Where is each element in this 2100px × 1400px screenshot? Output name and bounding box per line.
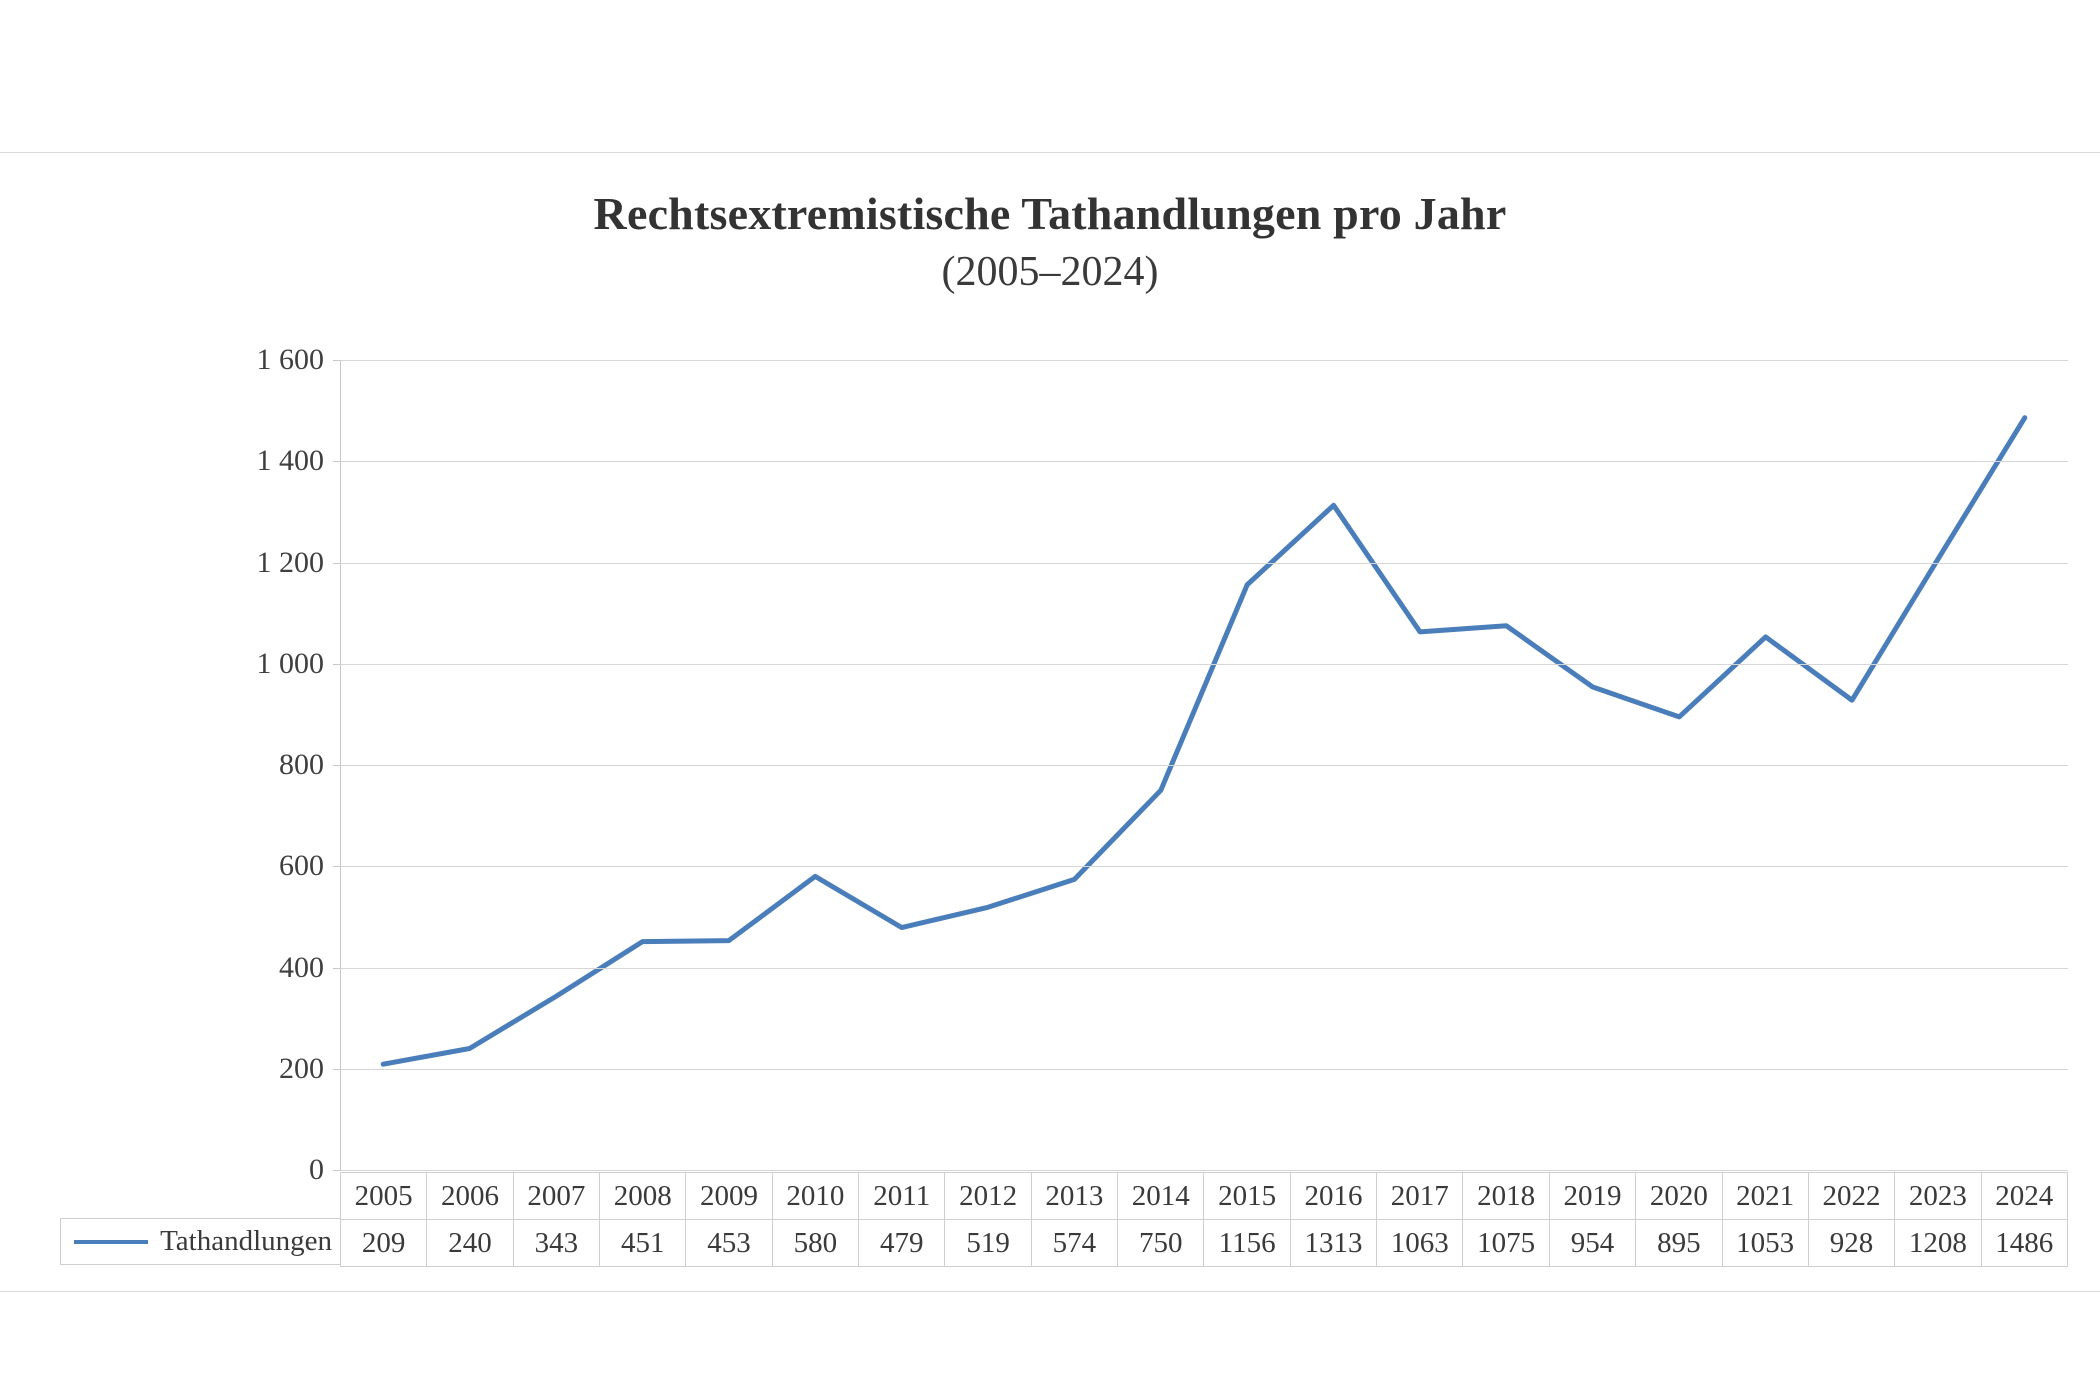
table-header-cell-year: 2009 xyxy=(686,1173,772,1220)
table-cell-value: 750 xyxy=(1118,1220,1204,1267)
table-cell-value: 580 xyxy=(772,1220,858,1267)
table-cell-value: 453 xyxy=(686,1220,772,1267)
y-axis-tick-label: 200 xyxy=(279,1051,324,1085)
y-axis-tick xyxy=(333,866,340,867)
table-cell-value: 574 xyxy=(1031,1220,1117,1267)
data-table-wrapper xyxy=(340,1172,2068,1267)
gridline xyxy=(340,664,2068,665)
table-header-cell-year: 2016 xyxy=(1290,1173,1376,1220)
y-axis-tick-label: 1 600 xyxy=(256,343,324,376)
y-axis-tick xyxy=(333,968,340,969)
table-cell-value: 519 xyxy=(945,1220,1031,1267)
table-cell-value: 343 xyxy=(513,1220,599,1267)
table-cell-value: 1208 xyxy=(1895,1220,1981,1267)
table-header-cell-year: 2024 xyxy=(1981,1173,2067,1220)
table-header-cell-year: 2018 xyxy=(1463,1173,1549,1220)
table-header-cell-year: 2011 xyxy=(859,1173,945,1220)
y-axis-tick-label: 600 xyxy=(279,849,324,883)
table-row xyxy=(341,1220,2068,1267)
y-axis-tick-label: 1 000 xyxy=(256,646,324,680)
table-header-cell-year: 2017 xyxy=(1377,1173,1463,1220)
table-cell-value: 240 xyxy=(427,1220,513,1267)
gridline xyxy=(340,765,2068,766)
gridline xyxy=(340,1069,2068,1070)
table-cell-value: 1486 xyxy=(1981,1220,2067,1267)
table-cell-value: 954 xyxy=(1549,1220,1635,1267)
table-header-cell-year: 2013 xyxy=(1031,1173,1117,1220)
plot-wrapper xyxy=(256,343,2068,1186)
table-cell-value: 928 xyxy=(1808,1220,1894,1267)
y-axis-tick-label: 0 xyxy=(309,1153,324,1186)
gridline xyxy=(340,360,2068,361)
y-axis-tick xyxy=(333,461,340,462)
table-header-cell-year: 2021 xyxy=(1722,1173,1808,1220)
table-cell-value: 209 xyxy=(341,1220,427,1267)
legend-entry-tathandlungen xyxy=(60,1218,340,1265)
table-header-cell-year: 2010 xyxy=(772,1173,858,1220)
table-header-cell-year: 2008 xyxy=(600,1173,686,1220)
y-axis-tick-label: 800 xyxy=(279,748,324,781)
table-cell-value: 1313 xyxy=(1290,1220,1376,1267)
table-header-cell-year: 2006 xyxy=(427,1173,513,1220)
table-header-cell-year: 2019 xyxy=(1549,1173,1635,1220)
chart-subtitle: (2005–2024) xyxy=(941,249,1159,296)
gridline xyxy=(340,563,2068,564)
y-axis-labels xyxy=(214,343,324,1186)
chart-title-block xyxy=(0,186,2100,298)
table-header-cell-year: 2023 xyxy=(1895,1173,1981,1220)
table-header-cell-year: 2007 xyxy=(513,1173,599,1220)
table-header-cell-year: 2015 xyxy=(1204,1173,1290,1220)
y-axis-tick-label: 1 400 xyxy=(256,444,324,478)
table-row xyxy=(341,1173,2068,1220)
gridline xyxy=(340,866,2068,867)
legend-spacer xyxy=(60,1172,340,1218)
y-axis-tick xyxy=(333,664,340,665)
y-axis-tick xyxy=(333,1170,340,1171)
y-axis-tick xyxy=(333,360,340,361)
legend-label: Tathandlungen xyxy=(160,1225,332,1257)
table-header-cell-year: 2012 xyxy=(945,1173,1031,1220)
gridline xyxy=(340,1170,2068,1171)
table-cell-value: 479 xyxy=(859,1220,945,1267)
table-cell-value: 895 xyxy=(1636,1220,1722,1267)
y-axis-tick xyxy=(333,765,340,766)
table-header-cell-year: 2020 xyxy=(1636,1173,1722,1220)
table-header-cell-year: 2014 xyxy=(1118,1173,1204,1220)
table-header-cell-year: 2022 xyxy=(1808,1173,1894,1220)
table-cell-value: 1063 xyxy=(1377,1220,1463,1267)
table-cell-value: 1075 xyxy=(1463,1220,1549,1267)
legend-color-swatch-icon xyxy=(74,1240,148,1244)
table-header-cell-year: 2005 xyxy=(341,1173,427,1220)
table-cell-value: 1156 xyxy=(1204,1220,1290,1267)
y-axis-tick xyxy=(333,1069,340,1070)
y-axis-tick-label: 1 200 xyxy=(256,545,324,579)
chart-title: Rechtsextremistische Tathandlungen pro Jahr xyxy=(593,188,1507,239)
data-table xyxy=(340,1172,2068,1267)
plot-area xyxy=(340,360,2068,1170)
y-axis-tick-label: 400 xyxy=(279,950,324,984)
gridline xyxy=(340,461,2068,462)
table-cell-value: 451 xyxy=(600,1220,686,1267)
table-cell-value: 1053 xyxy=(1722,1220,1808,1267)
gridline xyxy=(340,968,2068,969)
y-axis-tick xyxy=(333,563,340,564)
